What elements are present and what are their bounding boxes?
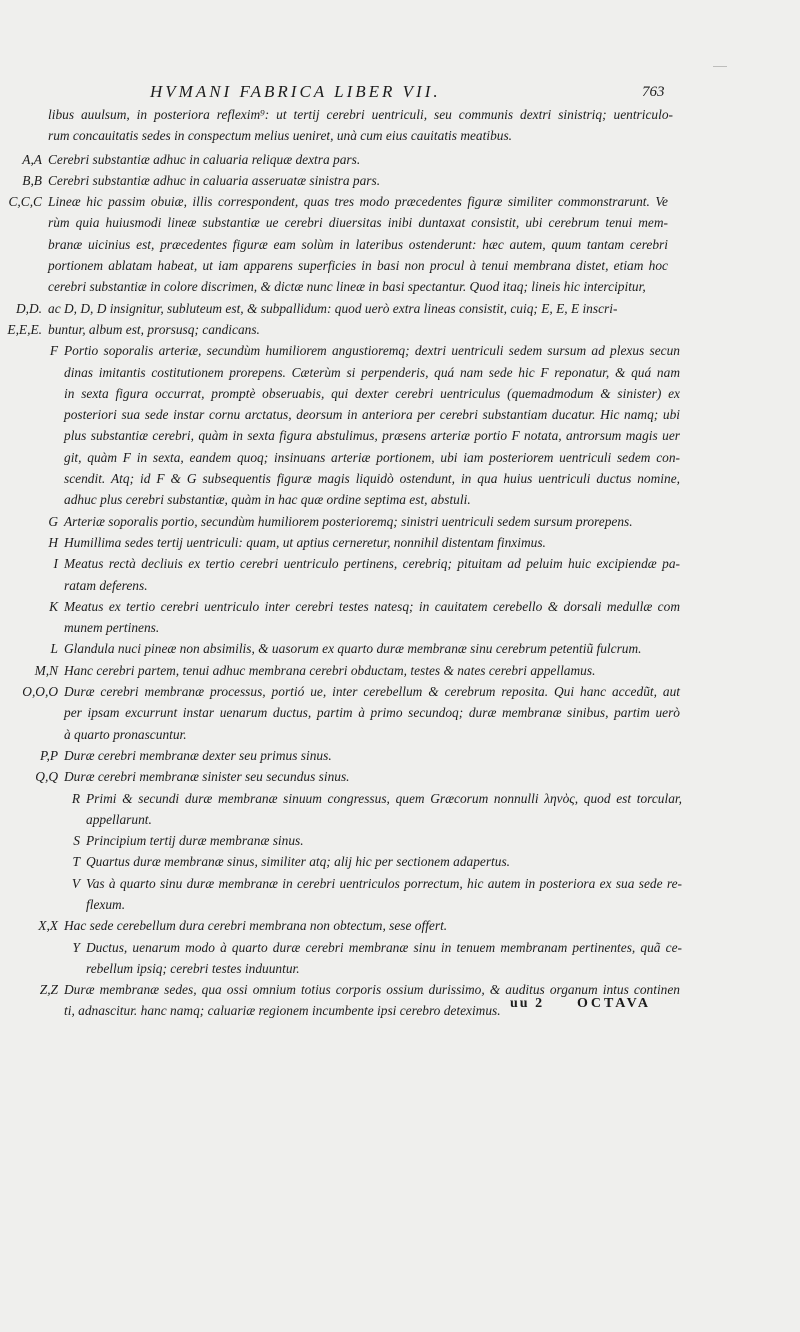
legend-entry xyxy=(0,873,800,916)
legend-key: Z,Z xyxy=(39,982,58,998)
description-line: Portio soporalis arteriæ, secundùm humiliorem angustioremq; dextri uentriculi sedem sursum ad plexus secun xyxy=(64,343,680,359)
description-line: rùm quia huiusmodi lineæ substantiæ ue cerebri diuersitas inibi duntaxat consistit, ubi cerebrum tenui mem- xyxy=(48,215,668,231)
signature-mark: uu 2 xyxy=(510,996,545,1011)
legend-entry xyxy=(0,319,800,340)
description-line: munem pertinens. xyxy=(64,620,160,636)
legend-entry xyxy=(0,170,800,191)
description-line: Primi & secundi duræ membranæ sinuum congressus, quem Græcorum nonnulli ληνὸς, quod est torcular, xyxy=(86,790,682,806)
legend-entry xyxy=(0,766,800,787)
description-line: buntur, album est, prorsusq; candicans. xyxy=(48,321,260,337)
legend-description xyxy=(64,340,680,510)
continuation-paragraph xyxy=(48,104,673,147)
legend-entry xyxy=(0,915,800,936)
description-line: ti, adnascitur. hanc namq; caluariæ regionem incumbente ipsi cerebro deteximus. xyxy=(64,1003,501,1019)
legend-description xyxy=(64,660,680,681)
legend-key: A,A xyxy=(22,151,42,167)
description-line: Meatus rectà decliuis ex tertio cerebri uentriculo pertinens, cerebriq; pituitam ad peluim huic excipiendæ pa- xyxy=(64,556,680,572)
description-line: Duræ membranæ sedes, qua ossi omnium totius corporis ossium durissimo, & auditus organum intus continen xyxy=(64,982,680,998)
description-line: Duræ cerebri membranæ processus, portió ue, inter cerebellum & cerebrum reposita. Qui hanc accedũt, aut xyxy=(64,684,680,700)
legend-entry xyxy=(0,340,800,510)
legend-entry xyxy=(0,830,800,851)
legend-description xyxy=(48,149,668,170)
legend-description xyxy=(48,319,676,340)
description-line: Principium tertij duræ membranæ sinus. xyxy=(86,833,304,849)
description-line: ratam deferens. xyxy=(64,577,148,593)
description-line: branæ uicinius est, præcedentes figuræ eam solùm in lateribus ostenderunt: hæc autem, quum tantam cerebri xyxy=(48,236,668,252)
description-line: in sexta figura occurrat, promptè obseruabis, qui dexter cerebri uentriculus (quemadmodum & sinister) ex xyxy=(64,385,680,401)
legend-body xyxy=(0,104,800,1022)
description-line: portionem ablatam habeat, ut iam apparens superficies in basi non procul à tenui membrana distet, etiam hoc xyxy=(48,258,668,274)
page-number: 763 xyxy=(642,84,665,100)
legend-entry xyxy=(0,851,800,872)
description-line: git, quàm F in sexta, eandem quoq; insinuans arteriæ portionem, ubi iam posteriorem uentriculi sedem con- xyxy=(64,449,680,465)
legend-description xyxy=(48,191,668,297)
description-line: Meatus ex tertio cerebri uentriculo inter cerebri testes natesq; in cauitatem cerebello & dorsali medullæ com xyxy=(64,598,680,614)
legend-key: L xyxy=(50,641,58,657)
legend-key: E,E,E. xyxy=(7,321,42,337)
legend-key: I xyxy=(53,556,58,572)
description-line: appellarunt. xyxy=(86,811,152,827)
catchword: OCTAVA xyxy=(577,996,652,1011)
legend-key: Y xyxy=(72,939,80,955)
description-line: à quarto pronascuntur. xyxy=(64,726,187,742)
legend-description xyxy=(48,298,676,319)
legend-entry xyxy=(0,660,800,681)
description-line: Hanc cerebri partem, tenui adhuc membrana cerebri obductam, testes & nates cerebri appellamus. xyxy=(64,662,596,678)
legend-key: G xyxy=(48,513,58,529)
description-line: Lineæ hic passim obuiæ, illis correspondent, quas tres modo præcedentes figuræ similiter commonstrarunt. Ve xyxy=(48,194,668,210)
description-line: rebellum ipsiq; cerebri testes induuntur. xyxy=(86,960,300,976)
description-line: cerebri substantiæ in colore discrimen, & dictæ nunc lineæ in basi spectantur. Quod itaq; lineis hic intercipitur, xyxy=(48,279,646,295)
legend-description xyxy=(64,511,680,532)
description-line: plus substantiæ cerebri, quàm in sexta figura abstulimus, præsens arteriæ portio F notata, antrorsum magis uer xyxy=(64,428,680,444)
legend-entry xyxy=(0,638,800,659)
legend-entry xyxy=(0,298,800,319)
legend-entry xyxy=(0,532,800,553)
continuation-line: rum concauitatis sedes in conspectum melius ueniret, unà cum eius cauitatis meatibus. xyxy=(48,128,513,144)
page-edge-mark xyxy=(713,66,727,67)
page-footer xyxy=(0,996,800,1016)
description-line: per ipsam excurrunt instar uenarum ductus, partim à primo secundoq; duræ membranæ sinibus, partim uerò xyxy=(64,705,680,721)
legend-entry xyxy=(0,149,800,170)
legend-key: B,B xyxy=(22,172,42,188)
legend-entry xyxy=(0,511,800,532)
legend-key: V xyxy=(71,875,80,891)
legend-description xyxy=(64,681,680,745)
legend-key: M,N xyxy=(34,662,58,678)
description-line: Hac sede cerebellum dura cerebri membrana non obtectum, sese offert. xyxy=(64,918,448,934)
description-line: ac D, D, D insignitur, subluteum est, & subpallidum: quod uerò extra lineas consistit, cuiq; E, E, E inscri- xyxy=(48,300,618,316)
legend-description xyxy=(86,788,682,831)
legend-description xyxy=(48,170,668,191)
legend-key: C,C,C xyxy=(8,194,42,210)
legend-description xyxy=(64,638,680,659)
description-line: flexum. xyxy=(86,896,126,912)
legend-description xyxy=(86,873,682,916)
legend-key: Q,Q xyxy=(35,769,58,785)
description-line: Quartus duræ membranæ sinus, similiter atq; alij hic per sectionem adapertus. xyxy=(86,854,511,870)
description-line: scendit. Atq; id F & G subsequentis figuræ magis liquidò ostendunt, in qua huius uentriculi ductus nomine, xyxy=(64,471,680,487)
legend-key: P,P xyxy=(40,747,58,763)
legend-description xyxy=(86,851,682,872)
legend-entry xyxy=(0,788,800,831)
continuation-line: libus auulsum, in posteriora reflexim⁹: ut tertij cerebri uentriculi, seu communis dextri sinistriq; uentriculo- xyxy=(48,107,673,122)
description-line: Cerebri substantiæ adhuc in caluaria reliquæ dextra pars. xyxy=(48,151,361,167)
legend-description xyxy=(86,830,682,851)
legend-key: R xyxy=(71,790,80,806)
legend-key: S xyxy=(73,833,80,849)
legend-description xyxy=(64,766,680,787)
legend-description xyxy=(64,553,680,596)
legend-description xyxy=(64,745,680,766)
running-head: HVMANI FABRICA LIBER VII. xyxy=(150,82,441,101)
legend-entry xyxy=(0,745,800,766)
description-line: posteriori sua sede instar cornu arctatus, deorsum in anteriora per cerebri substantiam ducatur. Hic namq; ubi xyxy=(64,407,680,423)
legend-description xyxy=(64,532,680,553)
page-header xyxy=(0,82,800,106)
legend-key: X,X xyxy=(38,918,58,934)
description-line: adhuc plus cerebri substantiæ, quàm in hac quæ ordine septima est, abstuli. xyxy=(64,492,471,508)
legend-entry xyxy=(0,553,800,596)
legend-key: K xyxy=(49,598,58,614)
description-line: Duræ cerebri membranæ sinister seu secundus sinus. xyxy=(64,769,350,785)
description-line: Humillima sedes tertij uentriculi: quam, ut aptius cerneretur, nonnihil distentam finximus. xyxy=(64,534,546,550)
description-line: dinas imitantis costitutionem prorepens. Cæterùm si perpenderis, quá nam sede hic F reponatur, & quá nam xyxy=(64,364,680,380)
description-line: Ductus, uenarum modo à quarto duræ cerebri membranæ sinu in tenuem membranam pertinentes, quã ce- xyxy=(86,939,682,955)
description-line: Vas à quarto sinu duræ membranæ in cerebri uentriculos porrectum, hic autem in posteriora ex sua sede re- xyxy=(86,875,682,891)
legend-description xyxy=(86,937,682,980)
description-line: Cerebri substantiæ adhuc in caluaria asseruatæ sinistra pars. xyxy=(48,172,381,188)
description-line: Arteriæ soporalis portio, secundùm humiliorem posterioremq; sinistri uentriculi sedem sursum prorepens. xyxy=(64,513,633,529)
description-line: Glandula nuci pineæ non absimilis, & uasorum ex quarto duræ membranæ sinu cerebrum petentiũ fulcrum. xyxy=(64,641,642,657)
legend-description xyxy=(64,915,680,936)
legend-key: T xyxy=(72,854,80,870)
legend-entry xyxy=(0,937,800,980)
legend-key: D,D. xyxy=(15,300,42,316)
legend-key: O,O,O xyxy=(22,684,58,700)
legend-entry xyxy=(0,596,800,639)
legend-entries xyxy=(0,149,800,1022)
legend-entry xyxy=(0,681,800,745)
legend-key: H xyxy=(48,534,58,550)
description-line: Duræ cerebri membranæ dexter seu primus sinus. xyxy=(64,747,332,763)
legend-entry xyxy=(0,191,800,297)
legend-description xyxy=(64,596,680,639)
legend-key: F xyxy=(49,343,58,359)
